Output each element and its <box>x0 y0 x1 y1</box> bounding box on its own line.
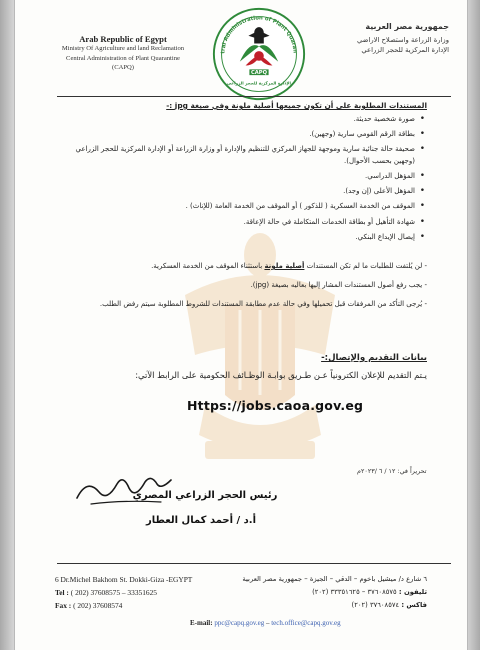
apply-instructions: يـتم التقديم للإعلان الكترونياً عـن طـريق بوابـة الوظـائف الحكومية على الرابط الآتي: <box>135 370 427 380</box>
signatory-title: رئيس الحجر الزراعي المصري <box>132 490 278 501</box>
document-page <box>14 0 468 650</box>
list-item: • صحيفة حالة جنائية سارية وموجهة للجهاز المركزي للتنظيم والإدارة أو وزارة الزراعة أو الإدارة المركزية للحجر الزراعي (وجهين بحسب الأحوال). <box>55 144 415 167</box>
email-link-tech-office[interactable]: tech.office@capq.gov.eg <box>271 619 341 627</box>
capq-seal-logo <box>211 6 307 102</box>
list-item: • الموقف من الخدمة العسكرية ( للذكور ) أو الموقف من الخدمة العامة (للإناث) . <box>55 201 415 212</box>
footer-en-fax-value: ( 202) 37608574 <box>73 601 123 610</box>
footer-en-fax <box>55 601 122 610</box>
header-arabic <box>299 22 449 55</box>
header-en-ministry: Ministry Of Agriculture and land Reclamation <box>61 45 185 52</box>
header-ar-country: جمهورية مصر العربية <box>365 22 449 31</box>
note-original-colored <box>67 260 427 272</box>
note-verify-attachments: - يُرجى التأكد من المرفقات قبل تحميلها وفي حالة عدم مطابقة المستندات للشروط المطلوبة سيتم رفض الطلب. <box>99 300 427 308</box>
footer-ar-fax-value: ٣٧٦٠٨٥٧٤ (٢٠٢) <box>351 601 400 609</box>
seal-acronym: CAPQ <box>251 70 267 77</box>
egypt-eagle-watermark <box>145 215 375 475</box>
footer-en-tel-label: Tel : <box>55 588 69 597</box>
list-item: • بطاقة الرقم القومي سارية (وجهين). <box>55 129 415 140</box>
footer-divider <box>57 563 451 564</box>
footer-email <box>190 619 341 627</box>
documents-title: المستندات المطلوبة على أن تكون جميعها أصلية ملونة وفي صيغة jpg :- <box>166 101 427 110</box>
list-item: • صورة شخصية حديثة. <box>55 114 415 125</box>
email-separator: – <box>264 619 272 627</box>
footer-ar-address: ٦ شارع د/ ميشيل باخوم – الدقي – الجيزة – جمهورية مصر العربية <box>242 575 427 583</box>
jobs-portal-link[interactable]: Https://jobs.caoa.gov.eg <box>187 398 364 413</box>
note-1-end: باستثناء الموقف من الخدمة العسكرية. <box>151 262 265 270</box>
scan-edge-right <box>466 0 480 650</box>
header-ar-administration: الإدارة المركزية للحجر الزراعي <box>361 46 449 54</box>
footer-ar-tel-label: تليفون : <box>398 588 427 596</box>
footer-en-tel <box>55 588 157 597</box>
footer-ar-tel-value: ٣٧٦٠٨٥٧٥ – ٣٣٣٥١٦٢٥ (٢٠٢) <box>312 588 397 596</box>
list-item: • إيصال الإيداع البنكي. <box>55 232 415 243</box>
footer-ar-tel <box>312 588 427 596</box>
header-ar-ministry: وزارة الزراعة واستصلاح الاراضي <box>357 36 449 44</box>
note-1-start: - لن يُلتفت للطلبات ما لم تكن المستندات <box>304 262 427 270</box>
header-en-administration: Central Administration of Plant Quarantine <box>66 54 180 62</box>
signatory-name: أ.د / أحمد كمال العطار <box>145 515 257 526</box>
header-en-acronym: (CAPQ) <box>112 64 134 72</box>
footer-en-fax-label: Fax : <box>55 601 72 610</box>
apply-section-title: بيانات التقديم والإتصال:- <box>321 353 427 363</box>
header-divider <box>57 96 451 97</box>
note-jpg-format: - يجب رفع أصول المستندات المشار إليها بعاليه بصيغة (jpg). <box>250 281 427 289</box>
svg-text:Central Administration of Plan: tral Administration of Plant Quaran <box>220 15 298 54</box>
note-1-emphasis: أصلية ملونة <box>264 262 305 270</box>
documents-list <box>55 114 427 247</box>
notes-section <box>67 260 427 317</box>
list-item: • المؤهل الأعلى (إن وجد). <box>55 186 415 197</box>
scan-edge-left <box>0 0 14 650</box>
footer-ar-fax <box>352 601 427 609</box>
issue-date: تحريراً في: ١٢ / ٦ /٢٠٢٣م <box>357 467 427 475</box>
email-link-ppc[interactable]: ppc@capq.gov.eg <box>214 619 265 627</box>
list-item: • شهادة التأهيل أو بطاقة الخدمات المتكاملة في حالة الإعاقة. <box>55 217 415 228</box>
header-english <box>43 34 203 73</box>
list-item: • المؤهل الدراسي. <box>55 171 415 182</box>
footer-en-address: 6 Dr.Michel Bakhom St. Dokki-Giza -EGYPT <box>55 575 193 584</box>
header-en-country: Arab Republic of Egypt <box>79 34 167 44</box>
email-label: E-mail: <box>190 619 213 627</box>
footer-ar-fax-label: فاكس : <box>401 601 427 609</box>
seal-arabic-text: الإدارة المركزية للحجر الزراعي <box>227 80 291 86</box>
footer-en-tel-value: ( 202) 37608575 – 33351625 <box>70 588 157 597</box>
